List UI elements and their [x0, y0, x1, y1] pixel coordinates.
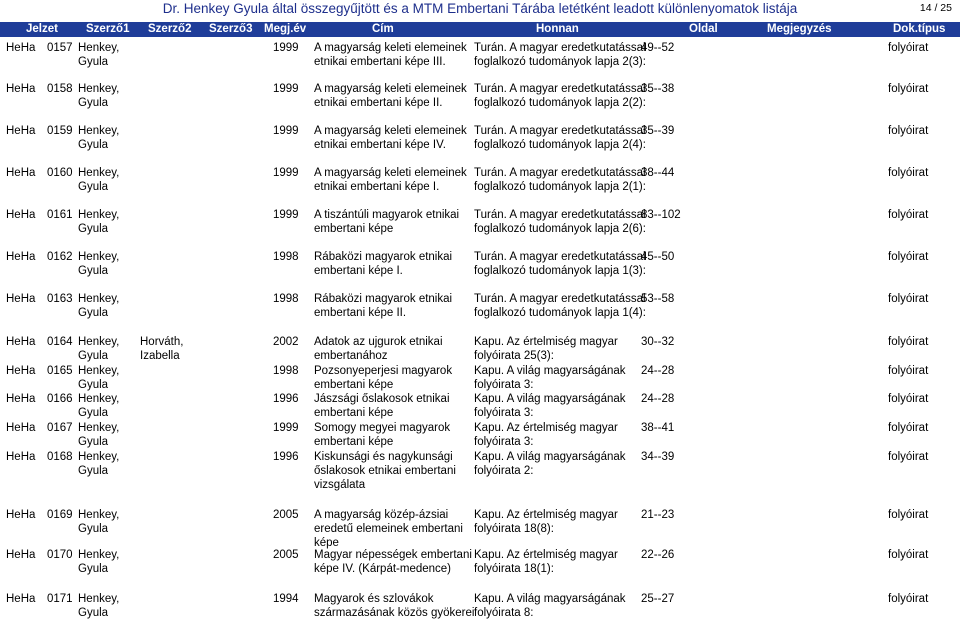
document-header	[0, 0, 960, 18]
jelzet-number-cell: 0167	[47, 422, 73, 434]
honnan-cell-line: foglalkozó tudományok lapja 2(1):	[474, 181, 646, 193]
szerzo1-cell-line: Henkey,	[78, 365, 120, 377]
table-header	[0, 22, 960, 37]
megjev-cell: 1999	[273, 42, 299, 54]
szerzo1-cell-line: Henkey,	[78, 393, 120, 405]
column-header-doktipus: Dok.típus	[893, 23, 946, 35]
doktipus-cell: folyóirat	[888, 125, 929, 137]
cim-cell-line: őslakosok etnikai embertani	[314, 465, 456, 477]
honnan-cell-line: Kapu. A világ magyarságának	[474, 593, 626, 605]
doktipus-cell: folyóirat	[888, 251, 929, 263]
jelzet-number-cell: 0161	[47, 209, 73, 221]
szerzo1-cell	[78, 450, 119, 478]
honnan-cell-line: folyóirata 3:	[474, 436, 534, 448]
cim-cell-line: Magyar népességek embertani	[314, 549, 472, 561]
cim-cell	[314, 450, 456, 492]
honnan-cell-line: folyóirata 18(1):	[474, 563, 554, 575]
cim-cell-line: embertani képe	[314, 436, 394, 448]
honnan-cell-line: Turán. A magyar eredetkutatással	[474, 209, 646, 221]
column-header-megjev: Megj.év	[264, 23, 307, 35]
szerzo1-cell	[78, 335, 119, 363]
column-header-cim: Cím	[372, 23, 394, 35]
szerzo1-cell-line: Gyula	[78, 607, 109, 619]
cim-cell-line: Jászsági őslakosok etnikai	[314, 393, 450, 405]
szerzo2-cell	[140, 335, 183, 363]
szerzo1-cell	[78, 364, 119, 392]
column-header-megjegyzes: Megjegyzés	[767, 23, 832, 35]
megjev-cell: 1999	[273, 83, 299, 95]
szerzo1-cell-line: Gyula	[78, 465, 109, 477]
cim-cell	[314, 508, 463, 550]
szerzo1-cell	[78, 421, 119, 449]
megjev-cell: 1999	[273, 125, 299, 137]
honnan-cell-line: Kapu. Az értelmiség magyar	[474, 336, 618, 348]
cim-cell	[314, 421, 450, 449]
honnan-cell-line: foglalkozó tudományok lapja 2(4):	[474, 139, 646, 151]
oldal-cell: 38--44	[641, 167, 675, 179]
honnan-cell-line: Kapu. Az értelmiség magyar	[474, 509, 618, 521]
cim-cell-line: etnikai embertani képe II.	[314, 97, 443, 109]
jelzet-cell: HeHa	[6, 293, 36, 305]
jelzet-cell: HeHa	[6, 393, 36, 405]
column-header-szerzo3: Szerző3	[209, 23, 253, 35]
cim-cell-line: Magyarok és szlovákok	[314, 593, 434, 605]
honnan-cell-line: Kapu. A világ magyarságának	[474, 365, 626, 377]
szerzo1-cell-line: Gyula	[78, 350, 109, 362]
column-header-szerzo1: Szerző1	[86, 23, 130, 35]
doktipus-cell: folyóirat	[888, 509, 929, 521]
szerzo1-cell-line: Gyula	[78, 181, 109, 193]
honnan-cell-line: Turán. A magyar eredetkutatással	[474, 293, 646, 305]
honnan-cell-line: folyóirata 2:	[474, 465, 534, 477]
megjev-cell: 2005	[273, 549, 299, 561]
cim-cell	[314, 335, 443, 363]
jelzet-number-cell: 0165	[47, 365, 73, 377]
cim-cell-line: etnikai embertani képe I.	[314, 181, 440, 193]
szerzo1-cell-line: Henkey,	[78, 209, 120, 221]
cim-cell-line: képe IV. (Kárpát-medence)	[314, 563, 452, 575]
honnan-cell	[474, 508, 618, 536]
szerzo1-cell-line: Henkey,	[78, 509, 120, 521]
jelzet-number-cell: 0164	[47, 336, 73, 348]
column-header-honnan: Honnan	[536, 23, 579, 35]
honnan-cell-line: foglalkozó tudományok lapja 2(3):	[474, 56, 646, 68]
doktipus-cell: folyóirat	[888, 83, 929, 95]
cim-cell-line: embertani képe	[314, 407, 394, 419]
honnan-cell-line: Kapu. A világ magyarságának	[474, 451, 626, 463]
page-number: 14 / 25	[919, 2, 952, 14]
megjev-cell: 2002	[273, 336, 299, 348]
szerzo1-cell-line: Gyula	[78, 56, 109, 68]
jelzet-cell: HeHa	[6, 167, 36, 179]
cim-cell-line: vizsgálata	[314, 479, 366, 491]
cim-cell	[314, 392, 450, 420]
oldal-cell: 53--58	[641, 293, 675, 305]
honnan-cell-line: foglalkozó tudományok lapja 1(4):	[474, 307, 646, 319]
honnan-cell-line: Turán. A magyar eredetkutatással	[474, 125, 646, 137]
jelzet-cell: HeHa	[6, 509, 36, 521]
megjev-cell: 1999	[273, 167, 299, 179]
jelzet-number-cell: 0163	[47, 293, 73, 305]
honnan-cell	[474, 592, 626, 620]
szerzo1-cell	[78, 166, 119, 194]
doktipus-cell: folyóirat	[888, 167, 929, 179]
doktipus-cell: folyóirat	[888, 593, 929, 605]
doktipus-cell: folyóirat	[888, 422, 929, 434]
honnan-cell	[474, 548, 618, 576]
column-header-jelzet: Jelzet	[26, 23, 58, 35]
cim-cell-line: A magyarság közép-ázsiai	[314, 509, 449, 521]
szerzo1-cell-line: Gyula	[78, 265, 109, 277]
honnan-cell-line: Turán. A magyar eredetkutatással	[474, 83, 646, 95]
cim-cell	[314, 166, 467, 194]
honnan-cell-line: foglalkozó tudományok lapja 2(2):	[474, 97, 646, 109]
oldal-cell: 34--39	[641, 451, 675, 463]
honnan-cell	[474, 41, 646, 69]
honnan-cell-line: Turán. A magyar eredetkutatással	[474, 251, 646, 263]
honnan-cell-line: foglalkozó tudományok lapja 1(3):	[474, 265, 646, 277]
jelzet-number-cell: 0158	[47, 83, 73, 95]
doktipus-cell: folyóirat	[888, 209, 929, 221]
column-header-oldal: Oldal	[689, 23, 718, 35]
jelzet-cell: HeHa	[6, 365, 36, 377]
szerzo1-cell-line: Gyula	[78, 436, 109, 448]
megjev-cell: 1996	[273, 393, 299, 405]
cim-cell	[314, 250, 452, 278]
honnan-cell	[474, 124, 646, 152]
doktipus-cell: folyóirat	[888, 336, 929, 348]
jelzet-number-cell: 0162	[47, 251, 73, 263]
honnan-cell	[474, 364, 626, 392]
honnan-cell-line: Kapu. Az értelmiség magyar	[474, 549, 618, 561]
jelzet-cell: HeHa	[6, 209, 36, 221]
jelzet-number-cell: 0171	[47, 593, 73, 605]
cim-cell-line: A magyarság keleti elemeinek	[314, 42, 467, 54]
doktipus-cell: folyóirat	[888, 549, 929, 561]
cim-cell	[314, 41, 467, 69]
honnan-cell-line: Kapu. Az értelmiség magyar	[474, 422, 618, 434]
cim-cell-line: etnikai embertani képe III.	[314, 56, 446, 68]
szerzo1-cell-line: Gyula	[78, 139, 109, 151]
szerzo1-cell-line: Gyula	[78, 307, 109, 319]
jelzet-cell: HeHa	[6, 549, 36, 561]
column-header-szerzo2: Szerző2	[148, 23, 192, 35]
honnan-cell-line: Turán. A magyar eredetkutatással	[474, 42, 646, 54]
oldal-cell: 22--26	[641, 549, 675, 561]
jelzet-number-cell: 0170	[47, 549, 73, 561]
jelzet-cell: HeHa	[6, 125, 36, 137]
megjev-cell: 1999	[273, 422, 299, 434]
szerzo1-cell	[78, 508, 119, 536]
cim-cell-line: embertani képe II.	[314, 307, 407, 319]
cim-cell	[314, 548, 472, 576]
cim-cell	[314, 364, 452, 392]
jelzet-number-cell: 0166	[47, 393, 73, 405]
honnan-cell-line: folyóirata 8:	[474, 607, 534, 619]
cim-cell-line: képe	[314, 537, 339, 549]
szerzo1-cell	[78, 82, 119, 110]
megjev-cell: 2005	[273, 509, 299, 521]
cim-cell-line: Kiskunsági és nagykunsági	[314, 451, 453, 463]
szerzo1-cell	[78, 124, 119, 152]
cim-cell-line: Somogy megyei magyarok	[314, 422, 451, 434]
szerzo2-cell-line: Horváth,	[140, 336, 184, 348]
cim-cell-line: A magyarság keleti elemeinek	[314, 125, 467, 137]
honnan-cell-line: foglalkozó tudományok lapja 2(6):	[474, 223, 646, 235]
oldal-cell: 83--102	[641, 209, 681, 221]
megjev-cell: 1999	[273, 209, 299, 221]
szerzo1-cell-line: Henkey,	[78, 167, 120, 179]
honnan-cell	[474, 208, 646, 236]
cim-cell-line: A magyarság keleti elemeinek	[314, 167, 467, 179]
cim-cell-line: Rábaközi magyarok etnikai	[314, 293, 453, 305]
szerzo1-cell	[78, 250, 119, 278]
oldal-cell: 35--39	[641, 125, 675, 137]
szerzo1-cell-line: Gyula	[78, 407, 109, 419]
szerzo1-cell-line: Henkey,	[78, 251, 120, 263]
honnan-cell-line: Kapu. A világ magyarságának	[474, 393, 626, 405]
honnan-cell-line: Turán. A magyar eredetkutatással	[474, 167, 646, 179]
jelzet-cell: HeHa	[6, 451, 36, 463]
jelzet-number-cell: 0169	[47, 509, 73, 521]
szerzo1-cell-line: Gyula	[78, 97, 109, 109]
cim-cell-line: embertani képe I.	[314, 265, 403, 277]
honnan-cell-line: folyóirata 25(3):	[474, 350, 554, 362]
cim-cell-line: A magyarság keleti elemeinek	[314, 83, 467, 95]
szerzo2-cell-line: Izabella	[140, 350, 180, 362]
cim-cell	[314, 208, 459, 236]
oldal-cell: 38--41	[641, 422, 675, 434]
jelzet-cell: HeHa	[6, 251, 36, 263]
szerzo1-cell-line: Henkey,	[78, 549, 120, 561]
szerzo1-cell-line: Gyula	[78, 563, 109, 575]
jelzet-cell: HeHa	[6, 336, 36, 348]
oldal-cell: 24--28	[641, 393, 675, 405]
cim-cell	[314, 592, 474, 620]
cim-cell	[314, 292, 452, 320]
honnan-cell-line: folyóirata 3:	[474, 407, 534, 419]
oldal-cell: 35--38	[641, 83, 675, 95]
oldal-cell: 25--27	[641, 593, 675, 605]
szerzo1-cell	[78, 548, 119, 576]
honnan-cell	[474, 421, 618, 449]
honnan-cell	[474, 392, 626, 420]
cim-cell-line: embertani képe	[314, 379, 394, 391]
szerzo1-cell-line: Henkey,	[78, 593, 120, 605]
megjev-cell: 1998	[273, 293, 299, 305]
jelzet-number-cell: 0159	[47, 125, 73, 137]
szerzo1-cell-line: Gyula	[78, 379, 109, 391]
doktipus-cell: folyóirat	[888, 451, 929, 463]
honnan-cell	[474, 335, 618, 363]
szerzo1-cell-line: Henkey,	[78, 336, 120, 348]
cim-cell-line: embertanához	[314, 350, 388, 362]
doktipus-cell: folyóirat	[888, 293, 929, 305]
cim-cell-line: Rábaközi magyarok etnikai	[314, 251, 453, 263]
oldal-cell: 21--23	[641, 509, 675, 521]
szerzo1-cell-line: Henkey,	[78, 42, 120, 54]
szerzo1-cell	[78, 292, 119, 320]
szerzo1-cell	[78, 592, 119, 620]
oldal-cell: 30--32	[641, 336, 675, 348]
document-title: Dr. Henkey Gyula által összegyűjtött és a MTM Embertani Tárába letétként leadott különlenyomatok listája	[162, 1, 798, 16]
oldal-cell: 45--50	[641, 251, 675, 263]
szerzo1-cell-line: Henkey,	[78, 293, 120, 305]
oldal-cell: 49--52	[641, 42, 675, 54]
megjev-cell: 1994	[273, 593, 299, 605]
honnan-cell	[474, 82, 646, 110]
megjev-cell: 1996	[273, 451, 299, 463]
cim-cell	[314, 124, 467, 152]
jelzet-cell: HeHa	[6, 422, 36, 434]
megjev-cell: 1998	[273, 365, 299, 377]
cim-cell-line: eredetű elemeinek embertani	[314, 523, 463, 535]
honnan-cell	[474, 166, 646, 194]
doktipus-cell: folyóirat	[888, 365, 929, 377]
honnan-cell	[474, 450, 626, 478]
jelzet-number-cell: 0157	[47, 42, 73, 54]
doktipus-cell: folyóirat	[888, 42, 929, 54]
cim-cell-line: embertani képe	[314, 223, 394, 235]
honnan-cell	[474, 292, 646, 320]
cim-cell-line: származásának közös gyökerei	[314, 607, 475, 619]
doktipus-cell: folyóirat	[888, 393, 929, 405]
cim-cell-line: A tiszántúli magyarok etnikai	[314, 209, 460, 221]
szerzo1-cell-line: Henkey,	[78, 422, 120, 434]
cim-cell-line: Adatok az ujgurok etnikai	[314, 336, 443, 348]
szerzo1-cell	[78, 208, 119, 236]
szerzo1-cell	[78, 392, 119, 420]
jelzet-number-cell: 0168	[47, 451, 73, 463]
jelzet-cell: HeHa	[6, 42, 36, 54]
cim-cell-line: Pozsonyeperjesi magyarok	[314, 365, 453, 377]
oldal-cell: 24--28	[641, 365, 675, 377]
megjev-cell: 1998	[273, 251, 299, 263]
szerzo1-cell-line: Henkey,	[78, 451, 120, 463]
jelzet-cell: HeHa	[6, 83, 36, 95]
szerzo1-cell-line: Gyula	[78, 223, 109, 235]
honnan-cell-line: folyóirata 3:	[474, 379, 534, 391]
cim-cell-line: etnikai embertani képe IV.	[314, 139, 446, 151]
szerzo1-cell-line: Gyula	[78, 523, 109, 535]
szerzo1-cell	[78, 41, 119, 69]
honnan-cell	[474, 250, 646, 278]
honnan-cell-line: folyóirata 18(8):	[474, 523, 554, 535]
szerzo1-cell-line: Henkey,	[78, 83, 120, 95]
jelzet-cell: HeHa	[6, 593, 36, 605]
szerzo1-cell-line: Henkey,	[78, 125, 120, 137]
cim-cell	[314, 82, 467, 110]
jelzet-number-cell: 0160	[47, 167, 73, 179]
